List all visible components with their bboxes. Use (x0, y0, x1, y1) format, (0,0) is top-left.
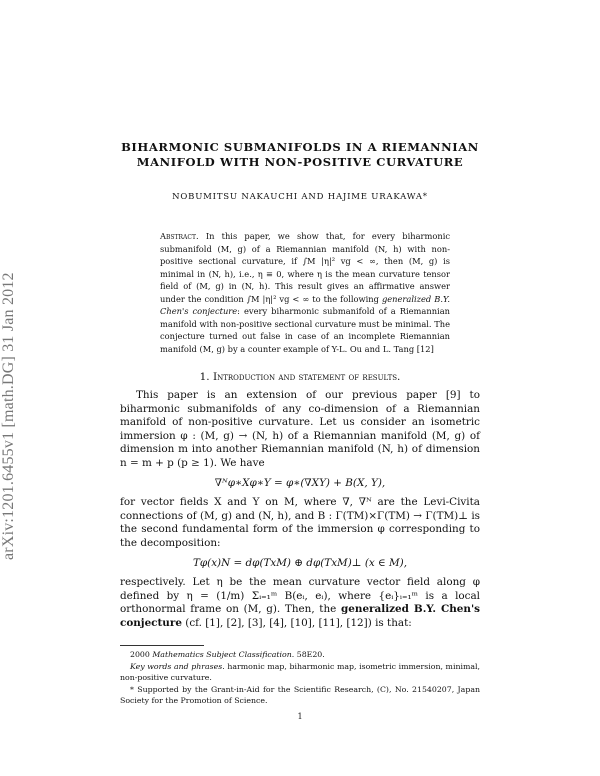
paragraph-2: for vector fields X and Y on M, where ∇, ∇ᴺ are the Levi-Civita connections of (M, g) and (N, h), and B : Γ(TM)×Γ(TM) → Γ(TM)⊥ is the second fundamental form of the immersion φ corresponding to the decomposition: (120, 496, 480, 549)
footnote-keywords (120, 662, 480, 683)
paragraph-3-b: (cf. [1], [2], [3], [4], [10], [11], [12]) is that: (185, 616, 412, 629)
body-text (120, 389, 480, 631)
footnote-keywords-text: harmonic map, biharmonic map, isometric immersion, minimal, non-positive curvature. (120, 662, 480, 682)
abstract-label: Abstract. (160, 231, 199, 241)
title-line-2: MANIFOLD WITH NON-POSITIVE CURVATURE (136, 155, 464, 169)
paragraph-3-a: respectively. Let η be the mean curvature vector field along φ defined by η = (1/m) Σᵢ₌₁ᵐ B(eᵢ, eᵢ), where {eᵢ}ᵢ₌₁ᵐ is a local orthonormal frame on (M, g). Then, the (120, 576, 480, 616)
footnote-keywords-label: Key words and phrases. (130, 662, 225, 671)
arxiv-identifier: arXiv:1201.6455v1 [math.DG] 31 Jan 2012 (0, 272, 17, 560)
equation-1: ∇ᴺφ∗Xφ∗Y = φ∗(∇XY) + B(X, Y), (214, 476, 386, 489)
footnotes (120, 650, 480, 707)
equation-2: Tφ(x)N = dφ(TxM) ⊕ dφ(TxM)⊥ (x ∈ M), (192, 556, 408, 569)
footnote-msc-label: Mathematics Subject Classification. (152, 649, 295, 659)
abstract-emphasis: generalized B.Y. Chen's conjecture (160, 293, 450, 316)
footnote-msc-year: 2000 (130, 649, 150, 659)
title-line-1: BIHARMONIC SUBMANIFOLDS IN A RIEMANNIAN (121, 140, 479, 154)
abstract-text: In this paper, we show that, for every biharmonic submanifold (M, g) of a Riemannian manifold (N, h) with non-positive sectional curvature, if ∫M |η|² vg < ∞, then (M, g) is minimal in (N, h), i.e., η ≡ 0, where η is the mean curvature tensor field of (M, g) in (N, h). This result gives an affirmative answer under the condition ∫M |η|² vg < ∞ to the following (160, 231, 450, 304)
authors: NOBUMITSU NAKAUCHI AND HAJIME URAKAWA* (172, 192, 428, 202)
paragraph-3-bold: generalized B.Y. Chen's conjecture (120, 603, 480, 629)
footnote-rule (120, 645, 204, 646)
paragraph-1: This paper is an extension of our previous paper [9] to biharmonic submanifolds of any co-dimension of a Riemannian manifold of non-positive curvature. Let us consider an isometric immersion φ : (M, g) → (N, h) of a Riemannian manifold (M, g) of dimension m into another Riemannian manifold (N, h) of dimension n = m + p (p ≥ 1). We have (120, 389, 480, 469)
paper-title (120, 140, 480, 170)
paper-page (120, 140, 480, 721)
footnote-msc (120, 650, 480, 661)
abstract-rest: : every biharmonic submanifold of a Riemannian manifold with non-positive sectional curvature must be minimal. The conjecture turned out false in case of an incomplete Riemannian manifold (M, g) by a counter example of Y-L. Ou and L. Tang [12] (160, 306, 450, 354)
section-heading: 1. Introduction and statement of results. (199, 371, 401, 383)
abstract (160, 230, 450, 355)
footnote-grant: * Supported by the Grant-in-Aid for the Scientific Research, (C), No. 21540207, Japan Society for the Promotion of Science. (120, 685, 480, 705)
paragraph-3 (120, 576, 480, 630)
page-number: 1 (297, 712, 303, 721)
footnote-msc-code: 58E20. (296, 649, 325, 659)
